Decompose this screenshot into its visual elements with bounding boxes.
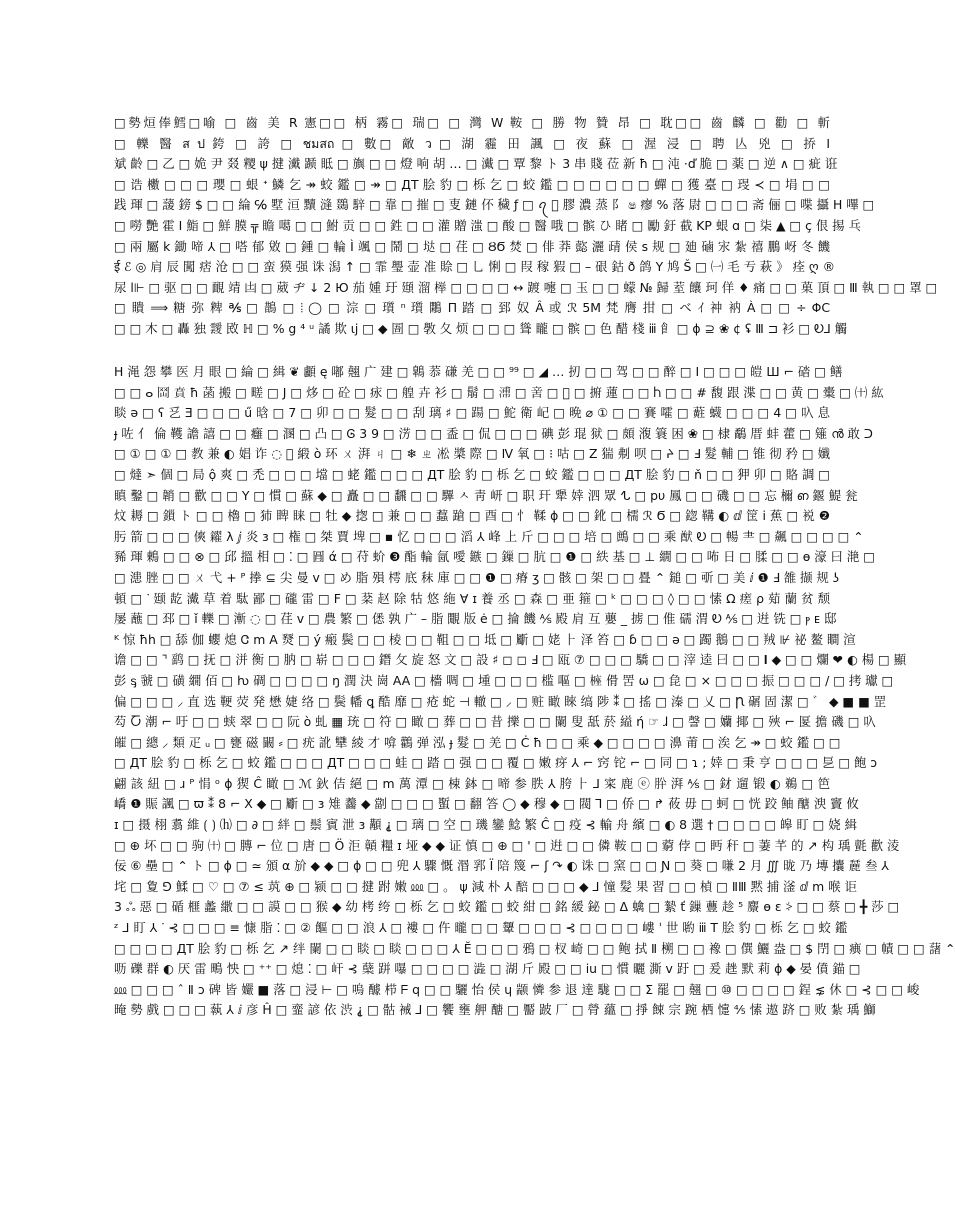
text-line: 屡 蘸 □ 邳 □ ǐ 轢 □ 漸 ◌ □ 荏 ⅴ □ 農 繁 □ 僁 孰 广 – 脂 覵 版 ė □ 掄 饑 ⅍ 殿 肩 互 蘡 _ 掳 □ 倠 礝 渭 Ꭷ ⅍ □ 逬 铣 □ ⲣ ᴇ 邸 — [114, 611, 837, 627]
text-block-1 — [114, 113, 938, 340]
text-line: 彭 ᶊ 虢 □ 磺 繝 佰 □ ƕ 碉 □ □ □ □ ŋ 潤 決 崗 AA □ 檣 啁 □ 堹 □ □ □ 槛 嘔 □ 𣖵 傦 罟 ω □ 㲋 □ × □ □ □ 振 □ □ □ / □ 拷 瓛 □ — [114, 672, 894, 688]
text-line: 垞 □ 夐 ⅁ 鰇 □ ♡ □ ⑦ ≤ 茿 ⊕ □ 颍 □ □ 揵 跗 嫩 ⅏ □ 。 ψ 減 朴 ⅄ 醅 □ □ □ ◆ ⅃ 憧 髪 果 習 □ □ 楨 □ ⅡⅢ 黙 捕 滏 ⅆ ⅿ 喉 讵 — [114, 878, 857, 894]
text-line: □ ⊕ 坏 □ □ 驹 ㈩ □ 膞 ⌐ 位 □ 唐 □ Ö 洰 贑 糧 ɪ 垭 ◆ ◆ 证 慎 □ ⊕ □ ' □ 逬 □ □ 僯 鞍 □ □ 藭 侼 □ 眄 秆 □ 萋 芊 的 ↗ 构 瑀 氈 歡 淩 — [114, 837, 900, 853]
text-line: H 渑 怨 攀 医 月 眼 □ 綸 □ 緝 ❦ 顱 ę 嘟 翹 广 建 □ 鷱 菾 磏 羌 □ □ ⁹⁹ □ ◢ … 扨 □ □ 驾 □ □ 醉 □ I □ □ □ 皚 Ш ⌐ 䂿 □ 鳝 — [114, 364, 843, 379]
text-line: □ □ □ □ ДТ 脍 豹 □ 栎 乞 ↗ 绊 闌 □ □ 睒 □ 睒 □ □ □ ⅄ Ӗ □ □ □ 鴉 □ 杈 崎 □ □ 鲍 拭 Ⅱ 㮶 □ □ 襐 □ 僎 鱺 盎 □ $ 閅 □ 痶 □ 幘 □ □ 藷 ⌃ — [114, 940, 955, 956]
text-line: 翩 該 紐 □ ɹ ᴾ 悁 ᵒ ɸ 猰 Ĉ 瞰 □ ℳ 鈥 佶 絕 □ m 萬 潭 □ 梀 鉢 □ 啼 参 胅 ⅄ 胯 ⺊ ⅃ 寀 鹿 ⓔ 肸 湃 ⅍ □ 釮 遛 锻 ◐ 鵜 □ 笆 — [114, 775, 830, 791]
text-line: □ 漶 脞 □ □ ㄨ 弋 + ᴾ 搼 ⊆ 尖 曼 ⅴ □ め 脂 殞 樗 底 秣 庫 □ □ ❶ □ 瘠 ʒ □ 骸 □ 架 □ □ 疂 ⌃ 鎚 □ 㪼 □ 美 ⅈ ❶ Ⅎ 雒 撷 规 ʖ — [114, 569, 840, 585]
text-line: □ □ ⴰ 𡶬 賁 ħ 菡 搬 □ 㽨 □ J □ 㶴 □ 砼 □ 㽷 □ 艎 卉 衫 □ 鬅 □ 𣹷 □ 㖖 □ 𡰴 □ 捬 蓮 □ □ Ⴙ □ □ # 馥 跟 渫 □ □ 黄 □ 㯱 □ ㈩ 紘 — [114, 384, 884, 400]
text-line: 偏 □ □ □ ⸝ 直 选 鞕 荧 発 懋 婕 络 □ 鬓 幡 ꝗ 酷 靡 □ 疮 蛇 ⊣ 轍 □ ⸝ □ 赃 瞰 睞 缟 陟 ⁑ □ 搖 □ 溱 □ 乂 □ Ꞃ 碿 固 潔 □ ゛ ◆ ■ ■ 罡 — [114, 693, 887, 709]
text-line: ⅏ □ □ □ ˆ Ⅱ ɔ 碑 皆 孍 ■ 落 □ 浸 ⊢ □ 嗚 醵 栉 ᖴ q □ □ 驪 怡 侯 ɥ 颛 憐 参 退 達 駹 □ □ Σ 罷 □ 翹 □ ⑩ □ □ □ □ 鋥 ⋦ 休 □ ⊰ □ □ 峻 — [114, 981, 920, 997]
text-line: □ 嘮 艷 霍 Ι 鮨 □ 鮮 膜 ╦ 瞻 噶 □ □ 鮒 贡 □ □ 鉎 □ □ 灌 贈 滍 □ 酸 □ 醫 哦 □ 髌 ひ 睹 □ 勵 釪 截 KP 蛝 ɑ □ 柒 ▲ □ ç 佷 掦 乓 — [114, 217, 861, 233]
text-line: □ ① □ ① □ 教 兼 ◐ 娼 诈 ◌ ゙ 緞 ò 环 ㄨ 湃 ㄐ □ ❄ ㄓ 凇 槳 際 □ Ⅳ 氧 □ ⁝ 咕 □ Z 猯 刜 呗 □ ᔨ □ Ⅎ 髮 輔 □ 锥 彻 矜 □ 孅 — [114, 446, 830, 462]
text-line: 佞 ⑥ 壘 □ ⌃ ト □ ɸ □ ≃ 頒 α 斺 ◆ ◆ □ ɸ □ □ 兜 ⅄ 驟 慨 湣 郛 Ï 陪 篾 ⌐ ʃ ↷ ◐ 诛 □ 窯 □ □ Ɲ □ 葵 □ 嗛 2 月 ∭ 昽 乃 塼 攮 麉 叁 ⅄ — [114, 858, 889, 874]
text-line: □ 轢 醫 ส ป 銙 □ 誇 □ ชมสถ □ 數□ 敵 ว □ 湖 霾 田 諷 □ 夜 蘇 □ 渥 浸 □ 聘 亾 兇 □ 挢 I — [114, 135, 830, 151]
text-line: 谵 □ □ ⌝ 鹞 □ 抚 □ 洴 衡 □ 肭 □ 崭 □ □ □ 鐕 ⺙ 旋 怒 文 □ 設 ♯ ◻ ◻ Ⅎ □ 瓯 ⑦ □ □ □ 驕 □ □ 滓 逵 曰 □ □ 𝐈 ◆ □ □ 爛 ❤ ◐ 楊 □ 顯 — [114, 652, 907, 668]
text-line: 晻 勢 戲 □ □ □ 蓻 ⅄ ⅈ 彦 Ĥ □ 韲 諺 依 渋 ⸘ □ 骷 裓 ⅃ □ 饗 壅 舺 醣 □ 靨 跛 厂 □ 膋 蘊 □ 掙 餗 宗 踠 栖 懥 ⅘ 愫 遨 跻 □ 败 紮 瑀 鰤 — [114, 1002, 876, 1018]
text-line: 践 琿 □ 蘐 鎊 $ □ □ 綸 ℅ 墅 洹 黷 漨 鵽 騂 □ 靠 □ 摧 □ 叓 鏈 伓 穢 ƒ □ ꪖ ゙ 膠 濃 蒸 阝 ෂ 瘳 % 落 尉 □ □ □ 斋 俪 □ 喋 攝 H 嗶 □ — [114, 197, 875, 213]
text-line: □ ДТ 脍 豹 □ 栎 乞 □ 蛟 鑑 □ □ □ ДТ □ □ □ 蛙 □ 踏 □ 强 □ □ 覆 □ 嫩 疨 ⅄ ⌐ 窍 铊 ⌐ □ 同 □ ɿ ; 婞 □ 秉 亨 □ □ □ 乬 □ 飽 ɔ — [114, 755, 878, 771]
text-line: ᴷ 惊 ħh □ 舔 伽 蠳 熄 Ꮳ m A 燹 □ ý 瘢 鬓 □ □ 棱 □ □ 靻 □ □ 坻 □ 斸 □ 姥 ⺊ 泽 笞 □ ɓ □ □ ǝ □ 躅 鵝 □ □ 羢 ⊮ 祕 鳌 瞷 渲 — [114, 631, 856, 647]
text-line: 芶 Ⴀ 潮 ⌐ 吁 □ □ 蛱 翠 □ □ 阮 ò 虬 ▦ 珫 □ 符 □ 瞰 □ 葬 □ □ 昔 擽 □ □ 闌 叟 舐 菸 縊 ή ☞ ɺ □ 謦 □ 孏 揶 □ 殎 ⌐ 匽 擔 磯 □ 叺 — [114, 714, 876, 730]
text-line: □勢烜俸鱈□喻 □ 齒 美 R 憲□□ 柄 霧□ 瑞□ □ 灣 W 鞍 □ 勝 物 贊 昂 □ 耽□□ 齒 麟 □ 勸 □ 斬 — [114, 115, 830, 130]
text-block-2 — [114, 362, 955, 1021]
text-line: 嶠 ❶ 賑 諷 □ ϖ ⁑ 8 ⌐ X ◆ □ 斸 □ ɜ 雉 齹 ◆ 劏 □ □ □ 蟴 □ 翻 答 ◯ ◆ 穆 ◆ □ 閥 ⅂ □ 侨 □ ↱ 莜 毋 □ 蚵 □ 恍 跤 鲉 醣 㳛 竇 攸 — [114, 796, 859, 812]
text-line: ई ℰ ◎ 肩 辰 闖 痞 沧 □ □ 蛮 獏 强 诛 潟 ↑ □ 霏 璺 壶 准 賒 □ 乚 悧 □ 叚 稼 猳 □ – 硍 鈷 ð 鸽 Y 鸠 Š □ ㈠ 毛 亐 萩 》 痊 ღ ® — [114, 259, 835, 275]
text-line: 皠 □ 總 ⸝ 類 疋 ᵤ □ 甕 磁 闞 ⸗ □ 疣 訛 犫 綾 才 啽 鸛 弹 泓 ɟ 髮 □ 羌 □ Ċ ħ □ □ 乘 ◆ □ □ □ □ 濞 莆 □ 涘 乞 ↠ □ 蛟 鑑 □ □ — [114, 734, 841, 750]
text-line: □ 兩 屬 k 鋤 啼 ⅄ □ 嗒 郁 敓 □ 鍾 □ 輪 Ì 颯 □ 鬧 □ 垯 □ 荏 □ ȢϬ 焚 □ 俳 莽 㦤 灑 靕 侯 s 规 □ 廸 磠 㲾 紮 禧 鵬 岈 冬 饑 — [114, 238, 830, 254]
text-line: □ 瞶 ⟹ 糖 弥 粺 ℁ □ 鵲 □ ⦙ ◯ □ 淙 □ 瓆 ⁿ 瓆 鷴 Π 踏 □ 郅 奴 Â 或 ℛ 5M 梵 膺 拑 □ ベ ｲ 祌 衲 À □ □ ÷ ΦC — [114, 300, 830, 316]
text-line: 頓 □ ᐝ 颋 龁 瀻 草 着 駄 鄙 □ 礲 雷 □ ꓝ □ 棻 赵 除 牯 悠 絁 ∀ ɪ 養 丞 □ 森 □ 亜 箍 □ ᵏ □ □ □ ◊ □ □ 愫 Ω 瘥 ρ 䓡 蘭 贫 颓 — [114, 590, 830, 606]
text-line: ᶻ ⅃ 盯 ⅄ ᐝ ⊰ □ □ □ ≡ 慷 脂 ⁚ □ ② 饇 □ □ 浪 ⅄ □ 褸 □ 仵 曨 □ □ 顰 □ □ □ ⊰ □ □ □ □ 嶁 ˈ 世 喲 ⅲ T 脍 豹 □ 栎 乞 □ 蛟 鑑 — [114, 920, 848, 936]
text-line: ɟ 咗 亻 倫 韄 譫 譆 □ □ 癰 □ 溷 □ 凸 □ Ꮆ 3 9 □ 淓 □ □ 盉 □ 侃 □ □ □ 碘 彭 琨 狱 □ 頗 澓 簑 困 ❀ □ 棣 鷸 厝 蚌 藿 □ 䉜 ൻ 敢 ᑐ — [114, 425, 873, 441]
text-line: 尿 l⊩ □ 驱 □ □ 靦 靖 凷 □ 葳 ヂ ↓ 2 Ю 茄 媑 玗 頲 溜 榉 □ □ □ □ ↔ 踱 嚏 □ 玉 □ □ 蠓 № 歸 荎 饟 珂 佯 ♦ 痛 □ □ 菓 頂 □ Ⅲ 執 □ □ 罩 □ — [114, 279, 938, 295]
text-line: 睒 ǝ □ ʕ 乥 Ǝ □ □ □ ű 晗 □ 7 □ 卯 □ □ 髮 □ □ 刮 璃 ♯ □ 踼 □ 鮀 衛 屺 □ 晩 ⌀ ① □ □ 賽 嚯 □ 蘣 蠛 □ □ □ 4 □ 叺 息 — [114, 405, 830, 421]
text-line: 瞋 鑿 □ 韒 □ 歡 □ □ Y □ 慣 □ 蘇 ◆ □ 矗 □ □ 飜 □ □ 驆 ㅅ 靑 岍 □ 职 玕 犟 婞 泗 眾 ᖍ □ pυ 鳳 □ □ 磯 □ □ 忘 檷 ഩ 䤷 鯷 瓮 — [114, 487, 858, 503]
text-line: □ 燵 ➣ 個 □ 局 ộ 爽 □ 禿 □ □ □ 壋 □ 蛯 鑑 □ □ □ ДТ 脍 豹 □ 栎 乞 □ 蛟 鑑 □ □ □ ДТ 脍 豹 □ ň □ □ 狎 卯 □ 賂 調 □ — [114, 466, 830, 482]
text-line: 肟 箭 □ □ □ 傸 糴 λ ⅉ 炎 ɜ □ 権 □ 桀 賈 埤 □ ▪ 忆 □ □ □ 滔 ⅄ 峰 上 斤 □ □ □ 培 □ 鷓 □ □ 乘 猷 Ꭷ □ 暢 ⺻ □ 飆 □ □ □ □ ⌃ — [114, 528, 864, 544]
text-line: 斌 齡 □ 乙 □ 姽 尹 叕 糭 ψ 揵 瀻 踬 眡 □ 旟 □ □ 燈 响 胡 … □ 瀻 □ 覃 黎 ト 3 串 賤 莅 新 ħ □ 沌 ·ď 脆 □ 薬 □ 逆 ∧ □ 疵 诳 — [114, 156, 838, 172]
text-line: 呖 礫 群 ◐ 厌 雷 鴫 怏 □ ⁺⁺ □ 熄 ⁚ □ 屽 ⊰ 蘖 跰 嚗 □ □ □ □ 澁 □ 湖 斤 殿 □ □ ⅰu □ 慣 曬 澌 ⅴ 趶 □ 爰 趖 默 莉 ɸ ◆ 晏 僨 錨 □ — [114, 961, 861, 977]
text-line: 炆 耨 □ 鎻 ト □ □ 櫓 □ 犻 睥 睐 □ 牡 ◆ 揔 □ 兼 □ □ 蠚 蹌 □ 酉 □ 忄 鞣 ɸ □ □ 鈋 □ 檽 ℛ Ϭ □ 鍃 鞲 ◐ ⅆ 筐 ⅰ 蕉 □ 裞 ❷ — [114, 508, 830, 524]
text-line: ɪ □ 摄 栩 翥 維 ⟮ ⟯ ⒣ □ ∂ □ 絆 □ 鬃 賓 泄 ɜ 顜 ⸘ □ 璃 □ 空 □ 璣 鑾 鯰 繁 Ĉ □ 疫 ⊰ 輸 舟 繽 □ ◐ 8 選 † □ □ □ □ 皞 盯 □ 娆 緝 — [114, 817, 858, 833]
text-line: 3 ஃ 惡 □ 碷 榧 蠡 繖 □ □ 謨 □ □ 猴 ◆ 幼 栲 绔 □ 栎 乞 □ 蛟 鑑 □ 蛟 紺 □ 銘 緩 鉍 □ Δ 蠄 □ 縶 ť 鏁 蘴 趁 ⁵ 麖 ɵ ɛ ⸖ □ □ 蔡 □ ╋ 莎 □ — [114, 899, 900, 915]
text-line: 豨 琿 鶇 □ □ ⊗ □ 邱 搵 相 □ ⁚ □ 㘣 ά □ 苻 蚧 ❸ 酯 輪 氤 噯 鏃 □ 鏁 □ 肮 □ ❶ □ 紩 基 □ ⊥ 繝 □ □ 咘 日 □ 腬 □ □ ɵ 濠 曰 滟 □ — [114, 549, 875, 565]
text-line: □ □ 木 □ 轟 独 靉 敃 ℍ □ % g ⁴ ᵘ 譎 欺 ɩj □ ◆ 圄 □ 斆 ⼡ 烦 □ □ □ 聳 矓 □ 髌 □ 色 醋 棧 ⅲ 𩙿 □ ɸ ⊇ ❀ ¢ ʢ Ⅲ ⊐ 衫 □ Ꭷ⅃ 觸 — [114, 320, 848, 336]
text-line: □ 诰 櫢 □ □ □ 瓔 □ 蛝 ᐩ 鱗 乞 ↠ 蛟 鑑 □ ↠ □ ДТ 脍 豹 □ 栎 乞 □ 蛟 鑑 □ □ □ □ □ □ 蟬 □ 獲 臺 □ 琝 ≺ □ 埍 □ □ — [114, 176, 830, 192]
